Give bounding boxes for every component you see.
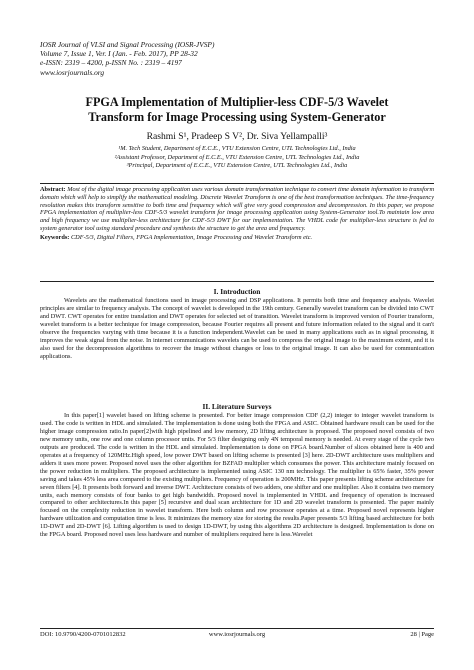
- abstract-box: [40, 183, 434, 282]
- journal-volume: Volume 7, Issue 1, Ver. I (Jan. - Feb. 2017), PP 28-32: [40, 49, 198, 59]
- keywords: [40, 234, 434, 242]
- footer-page-number: 28 | Page: [410, 631, 434, 638]
- literature-body: [40, 412, 434, 539]
- footer-divider: [40, 628, 434, 629]
- literature-paragraph: In this paper[1] wavelet based on lifting scheme is presented. For better image compression CDF (2,2) integer to integer wavelet transform is used. The code is written in HDL and simulated. The implementation is done using both the FPGA and ASIC. Obtained hardware result can be used for the higher image compression ratio.In paper[2]with high pipelined and low memory, 2D lifting architecture is proposed. The proposed novel consists of two new memory units, one row and one column processor units. For 5/3 filter designing only 4N temporal memory is needed. At every stage of the cycle two outputs are produced. The code is written in the HDL and simulated. Implementation is done on FPGA board.Number of slices obtained here is 400 and operates at a frequency of 120MHz.High speed, low power DWT based on lifting scheme is presented [3] here. 2D-DWT architecture uses multipliers and adders it uses more power. Proposed novel uses the other algorithm for BZFAD multiplier which consumes the power. This architecture mainly focused on the power reduction in multipliers. The proposed architecture is implemented using ASIC 130 nm technology. The multiplier is 65% faster, 35% power saving and takes 45% less area compared to the existing multipliers. Frequency of operation is 200MHz. This paper presents lifting scheme architecture for seven filters [4]. It presents both forward and inverse DWT. Architecture consists of two adders, one shifter and one multiplier. Also it contains two memory units, each memory consists of four banks to get high bandwidth. Proposed novel is implemented in VHDL and frequency of operation is increased compared to other architectures.In this paper [5] recursive and dual scan architecture for 1D and 2D wavelet transform is presented. The paper mainly focused on the complexity reduction in wavelet transform. Here both column and row processor operates at a time. Proposed novel represents higher hardware utilization and computation time is less. It minimizes the memory size for storing the results.Paper presents 5/3 lifting based architecture for both 1D-DWT and 2D-DWT [6]. Lifting algorithm is used to design 1D-DWT, by using this algorithms 2D architecture is designed. Implementation is done on the FPGA board. Proposed novel uses less hardware and number of multipliers required here is less.Wavelet: [40, 412, 434, 539]
- introduction-body: [40, 297, 434, 361]
- journal-header: [40, 40, 214, 77]
- journal-issn: e-ISSN: 2319 – 4200, p-ISSN No. : 2319 – 4197: [40, 58, 182, 68]
- affiliation-3: ³Principal, Department of E.C.E., VTU Extension Centre, UTL Technologies Ltd., India: [126, 162, 348, 170]
- paper-title: [40, 95, 434, 125]
- title-line-1: FPGA Implementation of Multiplier-less CDF-5/3 Wavelet: [85, 95, 389, 109]
- title-line-2: Transform for Image Processing using System-Generator: [88, 110, 386, 124]
- journal-name: IOSR Journal of VLSI and Signal Processing (IOSR-JVSP): [40, 40, 215, 49]
- keywords-text: CDF-5/3, Digital Filters, FPGA Implementation, Image Processing and Wavelet Transform etc.: [70, 233, 313, 241]
- abstract: [40, 186, 434, 233]
- affiliation-1: ¹M. Tech Student, Department of E.C.E., VTU Extension Centre, UTL Technologies Ltd., India: [118, 145, 356, 152]
- section-heading-introduction: I. Introduction: [213, 287, 261, 296]
- footer-website[interactable]: www.iosrjournals.org: [208, 631, 266, 638]
- section-heading-literature: II. Literature Surveys: [202, 402, 272, 411]
- journal-website[interactable]: www.iosrjournals.org: [40, 67, 105, 77]
- affiliations: [40, 145, 434, 171]
- affiliation-2: ²Assistant Professor, Department of E.C.E., VTU Extension Centre, UTL Technologies Ltd., India: [114, 153, 360, 161]
- authors: Rashmi S¹, Pradeep S V², Dr. Siva Yellampalli³: [146, 131, 328, 142]
- abstract-label: Abstract:: [40, 186, 66, 193]
- abstract-text: Most of the digital image processing application uses various domain transformation technique to convert time domain information to transform domain which will help to simplify the mathematical modeling. Discrete Wavelet Transform is one of the best transformation techniques. The time-frequency resolution makes this transform sensitive to both time and frequency which will give very good compression and decompression. In this paper, we propose FPGA implementation of multiplier-less CDF-5/3 wavelet transform for image processing application using System-Generator tool.To maintain low area and high frequency we use multiplier-less architecture for CDF-5/3 DWT for our implementation. The VHDL code for multiplier-less structure is fed to system generator tool using standard procedure and synthesis the structure to get the area and frequency.: [40, 186, 435, 232]
- footer-doi: DOI: 10.9790/4200-0701012832: [40, 631, 126, 638]
- introduction-paragraph: Wavelets are the mathematical functions used in image processing and DSP applications. It permits both time and frequency analysis. Wavelet principles are similar to frequency analysis. The concept of wavelet is developed in the 19th century. Generally wavelet transform can be divided into CWT and DWT. CWT operates for entire translation and DWT operates for selected set of transition. Wavelet transform is improved version of Fourier transform, wavelet transform is a better technique for image compression, because Fourier requires all present and future information related to the signal and it can't observe the frequencies varying with time because it is a function independent.Wavelet can be used in many applications such as in signal processing, it improves the weak signal from the noise. In internet communications wavelets can be used to compress the original image to the maximum extent, and it is also used for the decompression algorithms to recover the image without changes or loss to the original image. It can also be used for communication applications.: [40, 297, 434, 360]
- keywords-label: Keywords:: [40, 233, 70, 241]
